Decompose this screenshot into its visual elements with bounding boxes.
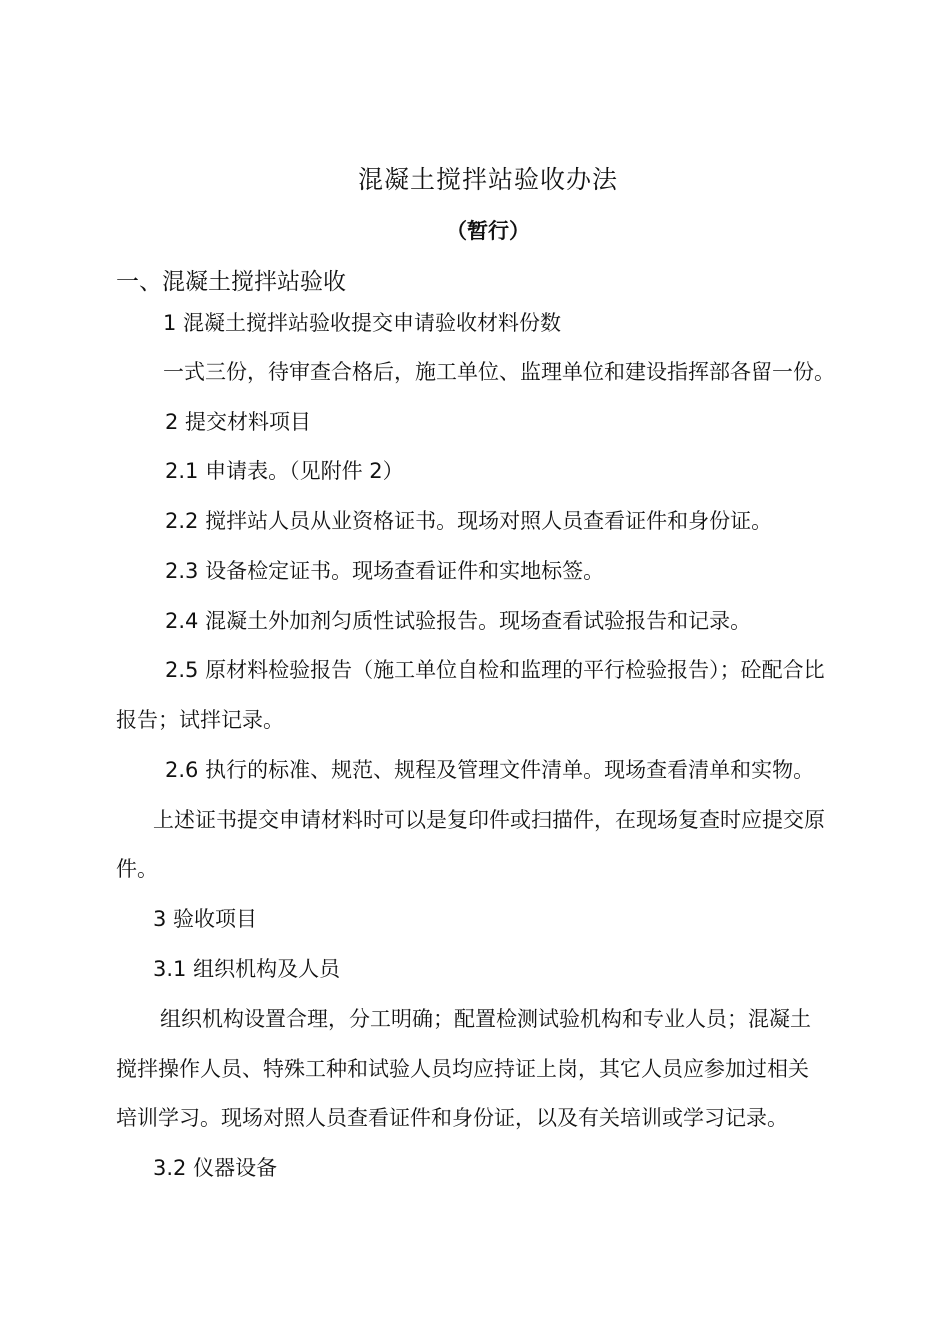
paragraph-line: 3.2 仪器设备 — [153, 1156, 278, 1180]
paragraph-line: 件。 — [116, 857, 158, 881]
section-heading-1: 一、混凝土搅拌站验收 — [116, 269, 346, 295]
paragraph-line: 3 验收项目 — [153, 907, 258, 931]
paragraph-line: 报告；试拌记录。 — [116, 708, 284, 732]
paragraph-line: 2.4 混凝土外加剂匀质性试验报告。现场查看试验报告和记录。 — [165, 609, 752, 633]
document-subtitle: （暂行） — [446, 219, 530, 243]
paragraph-line: 2.3 设备检定证书。现场查看证件和实地标签。 — [165, 559, 605, 583]
paragraph-line: 培训学习。现场对照人员查看证件和身份证，以及有关培训或学习记录。 — [116, 1106, 788, 1130]
paragraph-line: 组织机构设置合理，分工明确；配置检测试验机构和专业人员；混凝土 — [160, 1007, 811, 1031]
paragraph-line: 2.6 执行的标准、规范、规程及管理文件清单。现场查看清单和实物。 — [165, 758, 815, 782]
paragraph-line: 2.2 搅拌站人员从业资格证书。现场对照人员查看证件和身份证。 — [165, 509, 773, 533]
document-title: 混凝土搅拌站验收办法 — [357, 165, 618, 194]
paragraph-line: 1 混凝土搅拌站验收提交申请验收材料份数 — [163, 311, 562, 335]
paragraph-line: 一式三份，待审查合格后，施工单位、监理单位和建设指挥部各留一份。 — [163, 360, 835, 384]
paragraph-line: 搅拌操作人员、特殊工种和试验人员均应持证上岗，其它人员应参加过相关 — [116, 1057, 809, 1081]
paragraph-line: 2.5 原材料检验报告（施工单位自检和监理的平行检验报告）；砼配合比 — [165, 658, 825, 682]
paragraph-line: 3.1 组织机构及人员 — [153, 957, 341, 981]
paragraph-line: 2.1 申请表。（见附件 2） — [165, 459, 404, 483]
paragraph-line: 上述证书提交申请材料时可以是复印件或扫描件，在现场复查时应提交原 — [153, 808, 825, 832]
paragraph-line: 2 提交材料项目 — [165, 410, 312, 434]
